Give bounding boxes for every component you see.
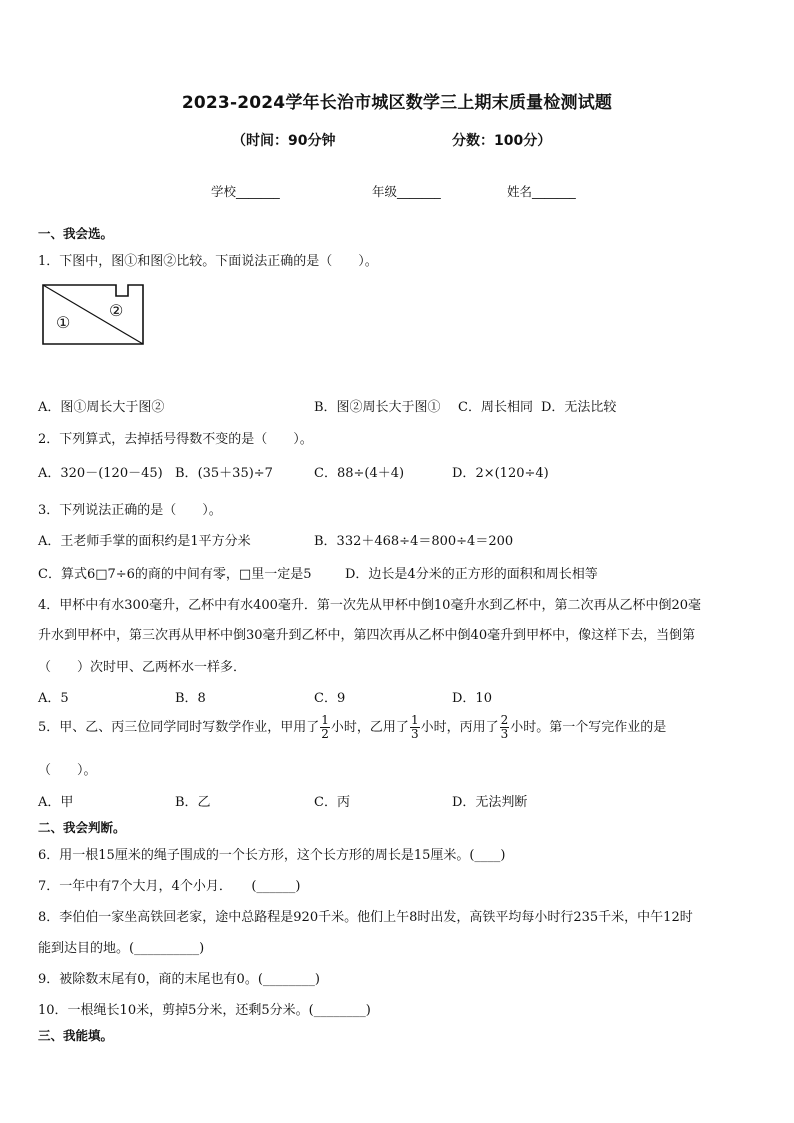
q9-text: 9．被除数末尾有0，商的末尾也有0。(________) — [38, 972, 320, 987]
name-field: 姓名_______ — [507, 184, 576, 199]
q4-option-b: B．8 — [175, 691, 206, 706]
q1-option-c: C．周长相同 — [458, 400, 533, 415]
q3-option-d: D．边长是4分米的正方形的面积和周长相等 — [345, 567, 598, 582]
q2-option-d — [452, 462, 549, 481]
q4-line-1: 4．甲杯中有水300毫升，乙杯中有水400毫升．第一次先从甲杯中倒10毫升水到乙杯中，第二次再从乙杯中倒20毫 — [38, 598, 701, 613]
q2-option-b-expr: (35＋35)÷7 — [197, 466, 273, 481]
section-3-heading: 三、我能填。 — [38, 1028, 114, 1043]
q7-text: 7．一年中有7个大月，4个小月． (______) — [38, 879, 301, 894]
section-2-heading: 二、我会判断。 — [38, 820, 126, 835]
q1-figure — [42, 284, 146, 346]
q1-figure-label-1: ① — [56, 313, 71, 332]
q2-option-b — [175, 462, 273, 481]
q2-stem: 2．下列算式，去掉括号得数不变的是（ ）。 — [38, 432, 313, 447]
q2-option-a — [38, 462, 163, 481]
q2-option-a-expr: 320－(120－45) — [60, 466, 163, 481]
q1-option-d: D．无法比较 — [541, 400, 617, 415]
q3-option-b: B．332＋468÷4＝800÷4＝200 — [314, 534, 514, 549]
q5-text-4: 小时。第一个写完作业的是 — [510, 720, 667, 735]
q4-option-c: C．9 — [314, 691, 346, 706]
q4-option-a: A．5 — [38, 691, 69, 706]
q2-option-c-expr: 88÷(4＋4) — [336, 466, 405, 481]
q5-fraction-1-den: 2 — [321, 727, 329, 741]
school-field: 学校_______ — [211, 184, 280, 199]
q4-option-d: D．10 — [452, 691, 492, 706]
exam-score: 分数：100分） — [452, 133, 552, 149]
q8-line-2: 能到达目的地。(__________) — [38, 941, 205, 956]
q5-fraction-1-num: 1 — [321, 713, 329, 727]
q1-figure-label-2: ② — [109, 301, 124, 320]
q5-line-2: （ ）。 — [38, 763, 97, 778]
q2-option-a-letter: A． — [38, 466, 61, 481]
q2-option-d-expr: 2×(120÷4) — [475, 466, 549, 481]
grade-field: 年级_______ — [372, 184, 441, 199]
q6-text: 6．用一根15厘米的绳子围成的一个长方形，这个长方形的周长是15厘米。(____) — [38, 848, 506, 863]
q5-fraction-2 — [410, 714, 420, 741]
q1-option-b: B．图②周长大于图① — [314, 400, 441, 415]
q5-option-b: B．乙 — [175, 795, 211, 810]
q5-fraction-2-den: 3 — [410, 727, 419, 741]
q5-text-1: 5．甲、乙、丙三位同学同时写数学作业，甲用了 — [38, 720, 320, 735]
q4-line-2: 升水到甲杯中，第三次再从甲杯中倒30毫升到乙杯中，第四次再从乙杯中倒40毫升到甲杯中，像这样下去，当倒第 — [38, 628, 696, 643]
q5-option-a: A．甲 — [38, 795, 74, 810]
q5-fraction-3 — [500, 714, 510, 741]
exam-time: （时间：90分钟 — [232, 133, 336, 149]
q5-line-1 — [38, 714, 666, 741]
q5-text-3: 小时，丙用了 — [420, 720, 499, 735]
q5-option-d: D．无法判断 — [452, 795, 528, 810]
page-title: 2023-2024学年长治市城区数学三上期末质量检测试题 — [181, 93, 613, 113]
q3-option-a: A．王老师手掌的面积约是1平方分米 — [38, 534, 251, 549]
q4-line-3: （ ）次时甲、乙两杯水一样多． — [38, 660, 247, 675]
q5-option-c: C．丙 — [314, 795, 350, 810]
q3-option-c: C．算式6□7÷6的商的中间有零，□里一定是5 — [38, 567, 312, 582]
q5-text-2: 小时，乙用了 — [330, 720, 409, 735]
q2-option-d-letter: D． — [452, 466, 476, 481]
section-1-heading: 一、我会选。 — [38, 226, 114, 241]
q2-option-c-letter: C． — [314, 466, 337, 481]
q5-fraction-2-num: 1 — [410, 713, 419, 727]
q5-fraction-3-den: 3 — [500, 727, 509, 741]
q10-text: 10．一根绳长10米，剪掉5分米，还剩5分米。(________) — [38, 1003, 371, 1018]
q3-stem: 3．下列说法正确的是（ ）。 — [38, 503, 222, 518]
q2-option-c — [314, 462, 404, 481]
q8-line-1: 8．李伯伯一家坐高铁回老家，途中总路程是920千米。他们上午8时出发，高铁平均每小时行235千米，中午12时 — [38, 910, 693, 925]
q1-option-a: A．图①周长大于图② — [38, 400, 165, 415]
q5-fraction-3-num: 2 — [500, 713, 509, 727]
q5-fraction-1 — [320, 714, 330, 741]
q1-stem: 1．下图中，图①和图②比较。下面说法正确的是（ ）。 — [38, 254, 378, 269]
q2-option-b-letter: B． — [175, 466, 198, 481]
